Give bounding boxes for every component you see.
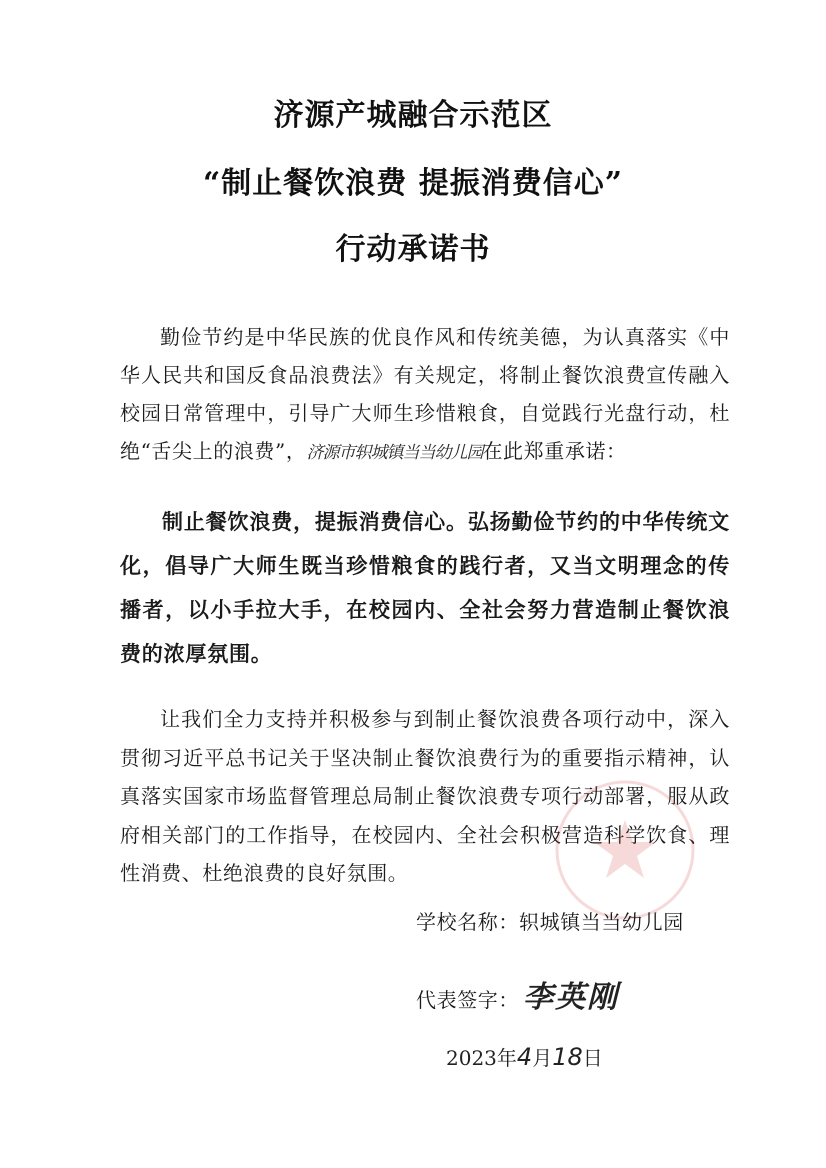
date-month: 4 (516, 1043, 533, 1071)
handwritten-school-name: 济源市轵城镇当当幼儿园 (306, 443, 483, 463)
signing-date (446, 1042, 603, 1071)
paragraph-1-text: 勤俭节约是中华民族的优良作风和传统美德，为认真落实《中华人民共和国反食品浪费法》有关规定，将制止餐饮浪费宣传融入校园日常管理中，引导广大师生珍惜粮食，自觉践行光盘行动，杜绝“舌尖上的浪费”， (120, 325, 730, 463)
date-day-char: 日 (582, 1046, 603, 1070)
handwritten-signature: 李英刚 (523, 980, 619, 1015)
official-seal-stamp (540, 775, 710, 925)
title-line-2: “制止餐饮浪费 提振消费信心” (203, 166, 623, 201)
representative-signature-line (416, 972, 619, 1016)
title-line-3: 行动承诺书 (335, 232, 491, 267)
representative-label: 代表签字： (416, 988, 519, 1012)
date-year-char: 年 (496, 1046, 517, 1070)
date-year: 2023 (446, 1046, 497, 1070)
date-month-char: 月 (532, 1046, 553, 1070)
title-line-1: 济源产城融合示范区 (273, 98, 553, 133)
school-name-line (416, 906, 684, 935)
school-name-value: 轵城镇当当幼儿园 (519, 910, 684, 934)
paragraph-1-tail: 在此郑重承诺： (482, 439, 627, 463)
paragraph-1 (120, 318, 730, 472)
paragraph-3: 让我们全力支持并积极参与到制止餐饮浪费各项行动中，深入贯彻习近平总书记关于坚决制止餐饮浪费行为的重要指示精神，认真落实国家市场监督管理总局制止餐饮浪费专项行动部署，服从政府相关部门的工作指导，在校园内、全社会积极营造科学饮食、理性消费、杜绝浪费的良好氛围。 (120, 707, 730, 885)
date-day: 18 (552, 1043, 583, 1071)
paragraph-2: 制止餐饮浪费，提振消费信心。弘扬勤俭节约的中华传统文化，倡导广大师生既当珍惜粮食的践行者，又当文明理念的传播者，以小手拉大手，在校园内、全社会努力营造制止餐饮浪费的浓厚氛围。 (120, 509, 730, 666)
school-name-label: 学校名称： (416, 910, 519, 934)
